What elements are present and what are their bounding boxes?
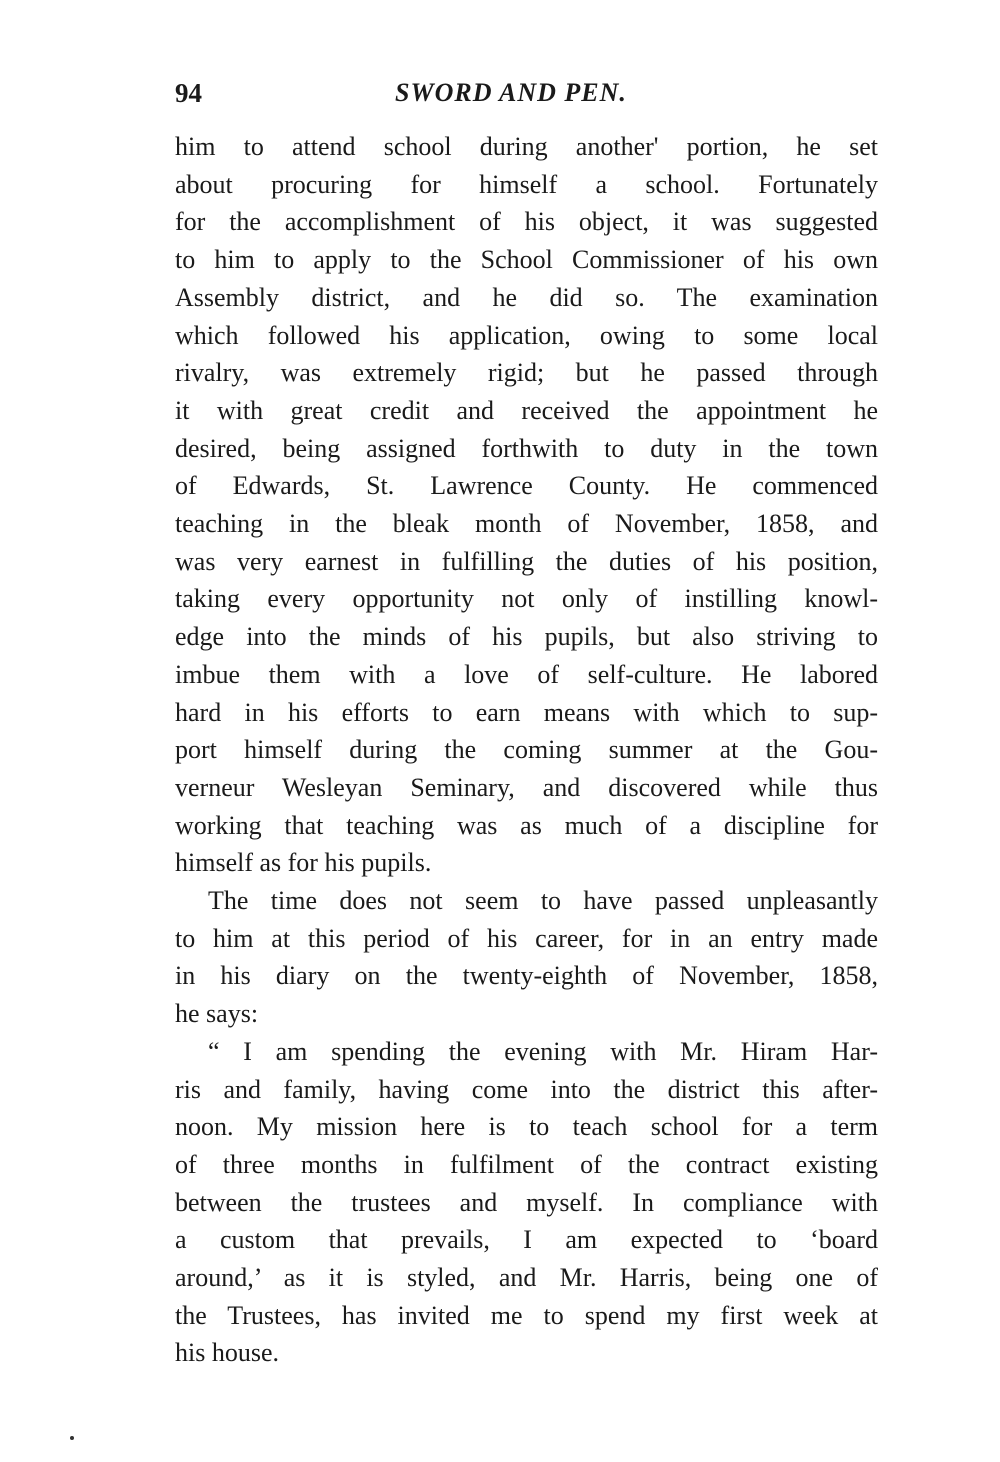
text-line: was very earnest in fulfilling the duties of his position, <box>175 546 878 576</box>
text-line: which followed his application, owing to some local <box>175 320 878 350</box>
text-line: hard in his efforts to earn means with which to sup- <box>175 697 878 727</box>
text-line: ris and family, having come into the district this after- <box>175 1074 878 1104</box>
text-line: of three months in fulfilment of the contract existing <box>175 1149 878 1179</box>
text-line: he says: <box>175 999 259 1029</box>
text-line: in his diary on the twenty-eighth of November, 1858, <box>175 961 878 991</box>
text-line: port himself during the coming summer at the Gou- <box>175 735 878 765</box>
text-line: noon. My mission here is to teach school for a term <box>175 1112 878 1142</box>
text-line: of Edwards, St. Lawrence County. He commenced <box>175 471 878 501</box>
text-line: teaching in the bleak month of November, 1858, and <box>175 509 878 538</box>
text-line: taking every opportunity not only of instilling knowl- <box>175 584 878 614</box>
text-line: him to attend school during another' portion, he set <box>175 132 878 161</box>
text-line: verneur Wesleyan Seminary, and discovered while thus <box>175 772 878 802</box>
text-line: The time does not seem to have passed unpleasantly <box>208 886 878 915</box>
page-number: 94 <box>175 78 202 108</box>
text-line: to him to apply to the School Commissioner of his own <box>175 245 878 275</box>
text-line: himself as for his pupils. <box>175 848 432 878</box>
text-line: “ I am spending the evening with Mr. Hiram Har- <box>208 1036 878 1066</box>
text-line: to him at this period of his career, for in an entry made <box>175 923 878 953</box>
text-line: a custom that prevails, I am expected to ‘board <box>175 1225 878 1255</box>
text-line: the Trustees, has invited me to spend my first week at <box>175 1300 878 1330</box>
text-line: for the accomplishment of his object, it was suggested <box>175 207 878 237</box>
text-line: Assembly district, and he did so. The examination <box>175 282 878 312</box>
scan-speck <box>70 1436 74 1440</box>
text-line: about procuring for himself a school. Fortunately <box>175 169 878 199</box>
text-line: imbue them with a love of self-culture. He labored <box>175 659 878 689</box>
text-line: it with great credit and received the appointment he <box>175 395 878 425</box>
text-line: around,’ as it is styled, and Mr. Harris, being one of <box>175 1263 878 1292</box>
text-line: working that teaching was as much of a discipline for <box>175 810 878 840</box>
text-line: rivalry, was extremely rigid; but he passed through <box>175 358 878 388</box>
text-line: edge into the minds of his pupils, but also striving to <box>175 622 878 652</box>
text-line: between the trustees and myself. In compliance with <box>175 1187 878 1217</box>
text-line: his house. <box>175 1338 279 1368</box>
text-line: desired, being assigned forthwith to duty in the town <box>175 433 878 463</box>
running-title: SWORD AND PEN. <box>395 78 627 107</box>
